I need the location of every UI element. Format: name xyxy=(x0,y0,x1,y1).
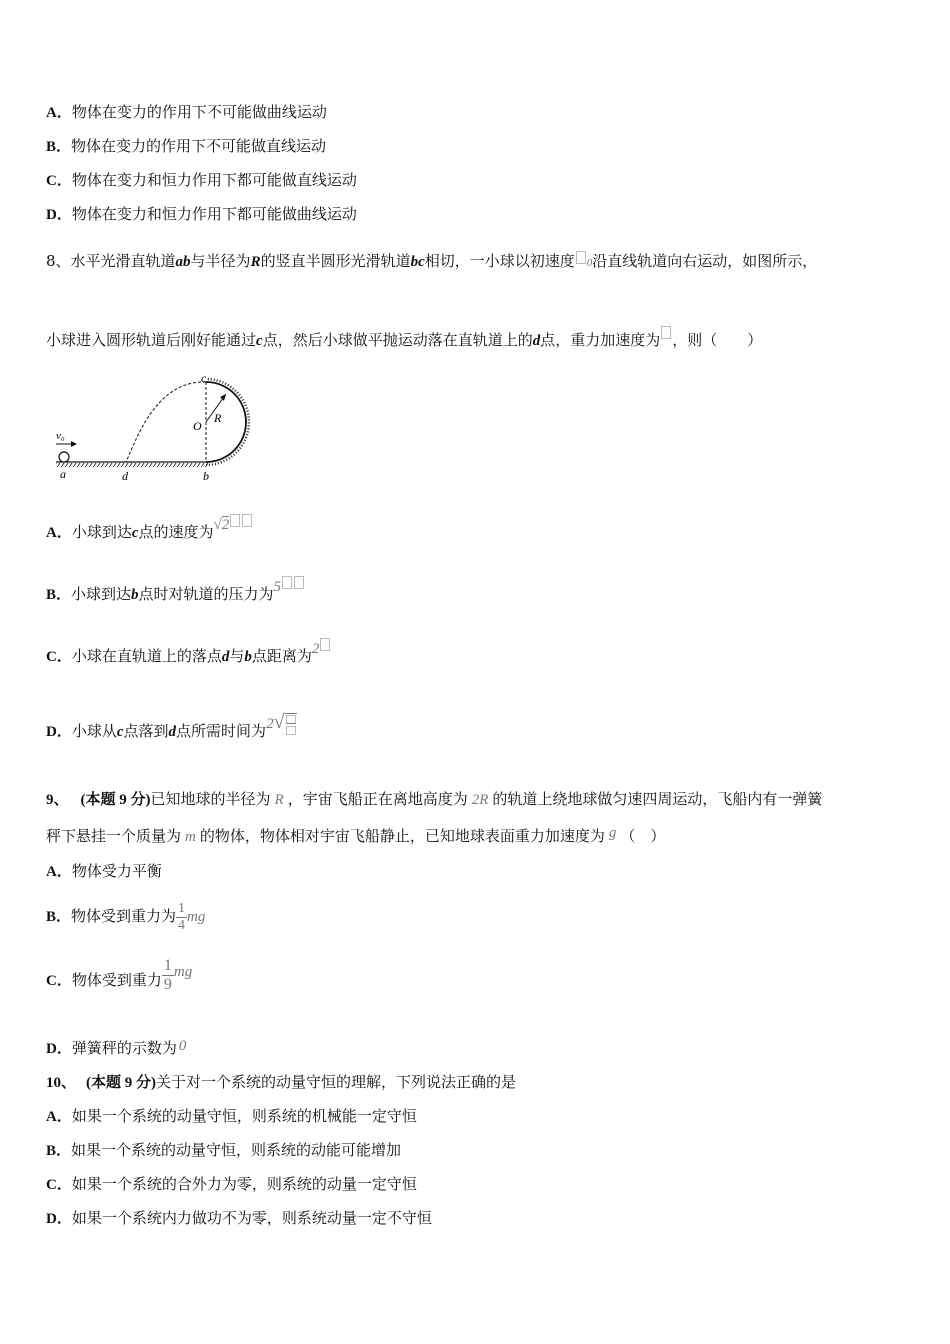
q8-track-figure xyxy=(46,370,256,485)
option-label: D． xyxy=(46,1211,72,1227)
var-mg: mg xyxy=(187,909,206,925)
option-text: 物体在变力的作用下不可能做直线运动 xyxy=(71,137,327,155)
radius-arrowhead xyxy=(220,394,226,401)
q9-text: ，宇宙飞船正在离地高度为 xyxy=(287,790,468,808)
option-label: D． xyxy=(46,724,72,740)
option-text: 物体在变力和恒力作用下都可能做直线运动 xyxy=(71,171,357,189)
math-expression: 2 xyxy=(312,639,332,657)
option-text: 如果一个系统的动量守恒，则系统的动能可能增加 xyxy=(71,1141,402,1159)
q8-text: 相切，一小球以初速度 xyxy=(424,252,575,270)
option-label: C． xyxy=(46,173,72,189)
option-text: 弹簧秤的示数为 xyxy=(71,1039,177,1057)
q8-text: 与半径为 xyxy=(190,252,251,270)
option-text: 如果一个系统的合外力为零，则系统的动量一定守恒 xyxy=(71,1175,417,1193)
var-mg: mg xyxy=(173,964,193,980)
fraction: $\frac{1}{4}$ xyxy=(178,900,186,933)
var-b: b xyxy=(131,587,139,603)
q10-option-d xyxy=(46,1208,432,1229)
sqrt-fraction-expression: 2√ xyxy=(266,714,296,732)
q8-text: 的竖直半圆形光滑轨道 xyxy=(260,252,411,270)
velocity-arrowhead xyxy=(71,441,77,447)
q9-text: 已知地球的半径为 xyxy=(150,790,271,808)
option-label: A． xyxy=(46,105,72,121)
q8-option-b xyxy=(46,579,305,605)
option-label: B． xyxy=(46,139,72,155)
option-text: 物体在变力和恒力作用下都可能做曲线运动 xyxy=(71,205,357,223)
q9-text: 的轨道上绕地球做匀速四周运动，飞船内有一弹簧 xyxy=(492,790,823,808)
ground-hatch xyxy=(56,463,208,467)
q8-text: 沿直线轨道向右运动，如图所示， xyxy=(592,252,818,270)
var-d: d xyxy=(168,724,177,740)
q9-option-c xyxy=(46,956,193,1001)
q8-text: 点，然后小球做平抛运动落在直轨道上的 xyxy=(262,331,533,349)
q9-text: （ ） xyxy=(620,827,666,845)
q8-text: 点，重力加速度为 xyxy=(540,331,661,349)
q7-option-b xyxy=(46,136,326,157)
q10-stem xyxy=(46,1072,516,1093)
q10-text: 关于对一个系统的动量守恒的理解，下列说法正确的是 xyxy=(156,1073,517,1091)
option-text: 物体受到重力 xyxy=(71,971,162,989)
var-c: c xyxy=(256,333,263,349)
var-g: g xyxy=(608,825,617,841)
q8-stem-line1 xyxy=(46,251,817,273)
q8-option-c xyxy=(46,641,331,667)
option-label: D． xyxy=(46,1041,72,1057)
option-text: 点所需时间为 xyxy=(176,722,267,740)
q10-option-c xyxy=(46,1174,417,1195)
label-c: c xyxy=(201,371,207,385)
q9-option-a xyxy=(46,861,162,882)
option-label: A． xyxy=(46,864,72,880)
option-label: C． xyxy=(46,973,72,989)
option-text: 点落到 xyxy=(123,722,169,740)
label-v0: v₀ xyxy=(56,430,65,442)
q8-text: 小球进入圆形轨道后刚好能通过 xyxy=(46,331,257,349)
question-number: 9、 xyxy=(46,792,69,808)
var-b: b xyxy=(244,649,252,665)
var-d: d xyxy=(532,333,541,349)
fraction: $\frac{1}{9}$ xyxy=(163,956,172,993)
q9-text: 秤下悬挂一个质量为 xyxy=(46,827,182,845)
q8-text: 8、水平光滑直轨道 xyxy=(46,252,176,270)
var-R: R xyxy=(250,254,261,270)
var-2R: 2R xyxy=(471,792,489,808)
q7-option-a xyxy=(46,102,327,123)
q9-stem-line1 xyxy=(46,789,822,810)
option-text: 如果一个系统内力做功不为零，则系统动量一定不守恒 xyxy=(71,1209,432,1227)
q10-option-b xyxy=(46,1140,401,1161)
option-label: B． xyxy=(46,909,72,925)
option-text: 小球到达 xyxy=(71,523,132,541)
q8-option-d xyxy=(46,711,297,743)
q10-option-a xyxy=(46,1106,417,1127)
option-label: D． xyxy=(46,207,72,223)
q9-text: 的物体，物体相对宇宙飞船静止，已知地球表面重力加速度为 xyxy=(199,827,605,845)
option-text: 小球到达 xyxy=(71,585,132,603)
q7-option-d xyxy=(46,204,357,225)
option-text: 如果一个系统的动量守恒，则系统的机械能一定守恒 xyxy=(71,1107,417,1125)
missing-glyph-icon xyxy=(661,326,671,339)
label-R: R xyxy=(214,411,222,425)
option-text: 小球从 xyxy=(71,722,117,740)
ball xyxy=(59,452,69,462)
semicircle-track-hatch xyxy=(206,379,249,465)
option-text: 点的速度为 xyxy=(138,523,214,541)
var-m: m xyxy=(185,829,196,845)
v0-subscript: 0 xyxy=(586,257,593,269)
q9-option-d xyxy=(46,1038,186,1059)
option-text: 物体受力平衡 xyxy=(71,862,162,880)
label-O: O xyxy=(193,419,202,433)
question-number: 10、 xyxy=(46,1075,77,1091)
option-label: B． xyxy=(46,1143,72,1159)
var-R: R xyxy=(274,792,284,808)
var-c: c xyxy=(116,724,124,740)
q7-option-c xyxy=(46,170,357,191)
q9-stem-line2 xyxy=(46,826,665,847)
value-zero: 0 xyxy=(178,1038,187,1054)
q8-stem-line2 xyxy=(46,326,762,351)
question-score: (本题 9 分) xyxy=(80,792,151,808)
label-b: b xyxy=(203,469,209,483)
option-label: C． xyxy=(46,649,72,665)
var-d: d xyxy=(221,649,230,665)
option-label: A． xyxy=(46,525,72,541)
sqrt-expression: √2 xyxy=(214,515,254,533)
missing-glyph-icon xyxy=(576,251,586,264)
var-c: c xyxy=(131,525,139,541)
label-d: d xyxy=(122,469,128,483)
q8-text: ，则（ ） xyxy=(672,331,763,349)
label-a: a xyxy=(60,467,66,481)
question-score: (本题 9 分) xyxy=(86,1075,157,1091)
option-text: 点时对轨道的压力为 xyxy=(138,585,274,603)
option-label: A． xyxy=(46,1109,72,1125)
var-bc: bc xyxy=(410,254,425,270)
math-expression: 5 xyxy=(274,577,306,595)
option-text: 物体受到重力为 xyxy=(71,907,177,925)
q9-option-b xyxy=(46,898,205,935)
option-text: 点距离为 xyxy=(251,647,312,665)
q8-option-a xyxy=(46,517,253,543)
option-label: B． xyxy=(46,587,72,603)
option-label: C． xyxy=(46,1177,72,1193)
option-text: 与 xyxy=(229,647,245,665)
option-text: 小球在直轨道上的落点 xyxy=(71,647,222,665)
var-ab: ab xyxy=(175,254,191,270)
option-text: 物体在变力的作用下不可能做曲线运动 xyxy=(71,103,327,121)
